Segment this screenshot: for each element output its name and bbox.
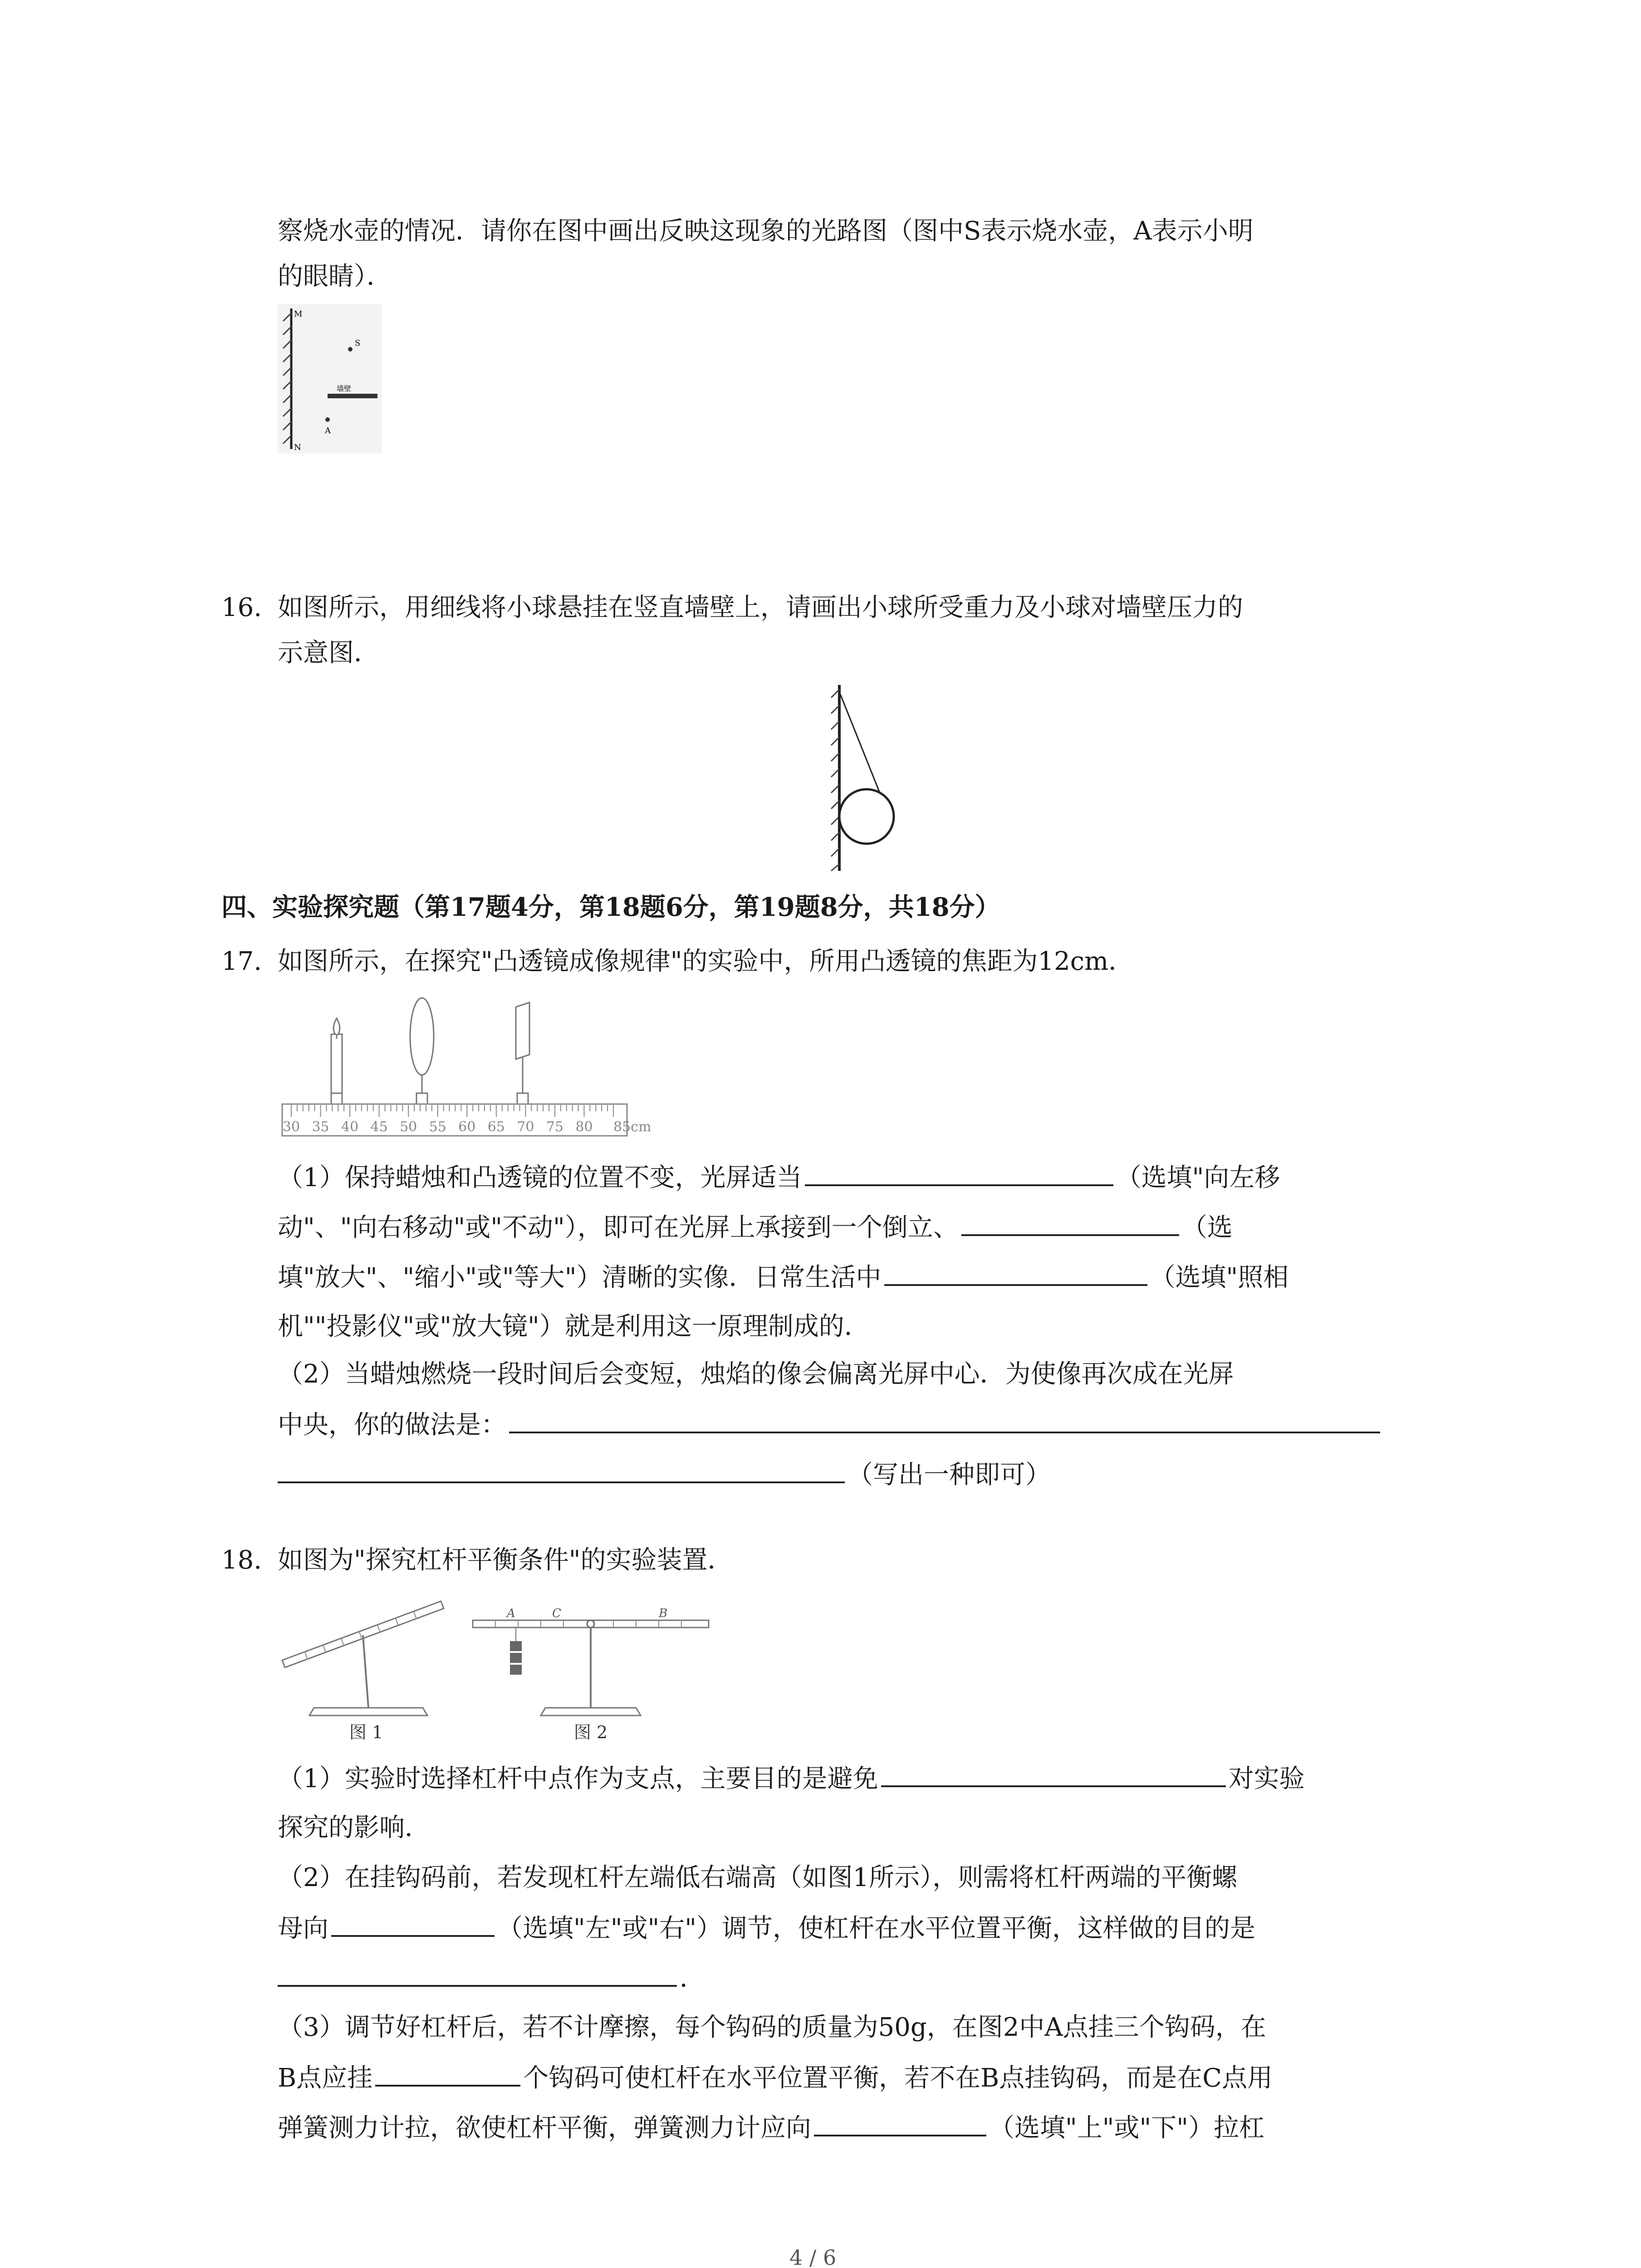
- q17-p1-line-4: 机""投影仪"或"放大镜"）就是利用这一原理制成的．: [278, 1312, 870, 1341]
- q18-p3-text-b: B点应挂: [278, 2063, 373, 2093]
- ruler-tick-label: 80: [575, 1119, 593, 1135]
- ruler-tick-label: 30: [282, 1119, 300, 1135]
- ruler-tick-label: 75: [546, 1119, 564, 1135]
- q18-p3-text-e: （选填"上"或"下"）拉杠: [989, 2113, 1265, 2143]
- q17-blank-4[interactable]: [509, 1406, 1380, 1433]
- q18-p2-text-d: ．: [680, 1964, 705, 1993]
- label-s: S: [355, 338, 361, 348]
- fig2-label-c: C: [552, 1607, 561, 1620]
- q15-mirror-figure: [278, 304, 382, 454]
- q15-line-1: 察烧水壶的情况．请你在图中画出反映这现象的光路图（图中S表示烧水壶，A表示小明: [278, 216, 1254, 246]
- q18-p1-line-1: [278, 1760, 1305, 1797]
- q18-p2-line-1: （2）在挂钩码前，若发现杠杆左端低右端高（如图1所示），则需将杠杆两端的平衡螺: [278, 1863, 1238, 1892]
- q17-p2-line-1: （2）当蜡烛燃烧一段时间后会变短，烛焰的像会偏离光屏中心．为使像再次成在光屏: [278, 1359, 1234, 1389]
- q18-p3-text-d: 弹簧测力计拉，欲使杠杆平衡，弹簧测力计应向: [278, 2113, 811, 2143]
- q16-ball-wall-figure: [821, 680, 912, 875]
- fig2-label-b: B: [659, 1607, 668, 1620]
- q17-p1-text-c: 动"、"向右移动"或"不动"），即可在光屏上承接到一个倒立、: [278, 1213, 959, 1242]
- string: [840, 694, 881, 796]
- ruler-tick-label: 70: [517, 1119, 534, 1135]
- page-number: 4 / 6: [789, 2245, 837, 2268]
- q18-blank-4[interactable]: [375, 2059, 520, 2087]
- q17-optical-bench-figure: [278, 993, 652, 1148]
- fig2-label-a: A: [507, 1607, 515, 1620]
- q18-p3-line-2: [278, 2059, 1273, 2097]
- q16-number: 16.: [221, 593, 262, 622]
- label-m: M: [294, 309, 303, 319]
- section-4-title: 四、实验探究题（第17题4分，第18题6分，第19题8分，共18分）: [221, 892, 1000, 922]
- q18-blank-3[interactable]: [278, 1960, 677, 1987]
- ruler-tick-label: 85cm: [613, 1119, 652, 1135]
- q16-line-1: 如图所示，用细线将小球悬挂在竖直墙壁上，请画出小球所受重力及小球对墙壁压力的: [278, 593, 1243, 622]
- q17-p2-text-c: （写出一种即可）: [847, 1460, 1051, 1490]
- q18-blank-1[interactable]: [881, 1760, 1226, 1787]
- q17-blank-2[interactable]: [961, 1209, 1179, 1236]
- q18-p2-line-2: [278, 1910, 1255, 1947]
- q17-number: 17.: [221, 947, 262, 976]
- q18-intro: 如图为"探究杠杆平衡条件"的实验装置．: [278, 1545, 733, 1575]
- ruler-tick-label: 35: [312, 1119, 329, 1135]
- q17-p2-line-3: [278, 1456, 1051, 1493]
- q17-p1-line-1: [278, 1159, 1280, 1196]
- q17-p1-text-b: （选填"向左移: [1116, 1163, 1280, 1193]
- q17-intro: 如图所示，在探究"凸透镜成像规律"的实验中，所用凸透镜的焦距为12cm．: [278, 947, 1134, 976]
- weight-3: [510, 1665, 522, 1675]
- q18-blank-2[interactable]: [331, 1910, 495, 1937]
- ruler-tick-label: 40: [341, 1119, 359, 1135]
- weight-2: [510, 1653, 522, 1663]
- q18-p2-text-c: （选填"左"或"右"）调节，使杠杆在水平位置平衡，这样做的目的是: [497, 1914, 1256, 1943]
- ruler-tick-label: 45: [370, 1119, 388, 1135]
- q17-p1-text-d: （选: [1181, 1213, 1233, 1242]
- wall-block: [328, 394, 377, 398]
- fig2-caption: 图 2: [573, 1722, 608, 1742]
- lever-fig-1: [282, 1601, 444, 1742]
- q18-p3-line-3: [278, 2109, 1264, 2146]
- q17-p2-text-b: 中央，你的做法是：: [278, 1410, 506, 1440]
- fig1-caption: 图 1: [349, 1722, 383, 1742]
- q18-blank-5[interactable]: [814, 2109, 986, 2136]
- q17-p1-text-a: （1）保持蜡烛和凸透镜的位置不变，光屏适当: [278, 1163, 802, 1193]
- q16-line-2: 示意图．: [278, 638, 379, 668]
- q17-blank-5[interactable]: [278, 1456, 845, 1483]
- q17-p1-line-3: [278, 1259, 1288, 1296]
- eye-point: [325, 417, 330, 422]
- q18-p1-text-b: 对实验: [1228, 1764, 1305, 1794]
- label-n: N: [294, 443, 301, 452]
- q18-number: 18.: [221, 1545, 262, 1575]
- q18-p3-text-c: 个钩码可使杠杆在水平位置平衡，若不在B点挂钩码，而是在C点用: [523, 2063, 1273, 2093]
- q17-p1-text-f: （选填"照相: [1150, 1263, 1289, 1292]
- q18-p1-text-a: （1）实验时选择杠杆中点作为支点，主要目的是避免: [278, 1764, 878, 1794]
- q18-p1-line-2: 探究的影响．: [278, 1813, 430, 1843]
- ruler-tick-label: 65: [487, 1119, 505, 1135]
- q17-p1-text-e: 填"放大"、"缩小"或"等大"）清晰的实像．日常生活中: [278, 1263, 882, 1292]
- ruler-tick-label: 50: [400, 1119, 417, 1135]
- q17-blank-3[interactable]: [884, 1259, 1147, 1286]
- label-wall: 墙壁: [337, 384, 352, 393]
- q17-p2-line-2: [278, 1406, 1383, 1443]
- q18-p3-line-1: （3）调节好杠杆后，若不计摩擦，每个钩码的质量为50g，在图2中A点挂三个钩码，在: [278, 2013, 1266, 2042]
- ball: [839, 789, 894, 844]
- q18-lever-figure: [278, 1592, 731, 1742]
- q17-blank-1[interactable]: [805, 1159, 1113, 1186]
- q15-line-2: 的眼睛）．: [278, 262, 392, 291]
- lever-fig-2: [473, 1607, 709, 1742]
- kettle-point: [348, 347, 353, 352]
- q18-p2-line-3: [278, 1960, 705, 1997]
- q17-p1-line-2: [278, 1209, 1233, 1246]
- weight-1: [510, 1641, 522, 1651]
- ruler-tick-label: 55: [429, 1119, 446, 1135]
- ruler-tick-label: 60: [458, 1119, 476, 1135]
- q18-p2-text-b: 母向: [278, 1914, 328, 1943]
- label-a: A: [325, 426, 331, 435]
